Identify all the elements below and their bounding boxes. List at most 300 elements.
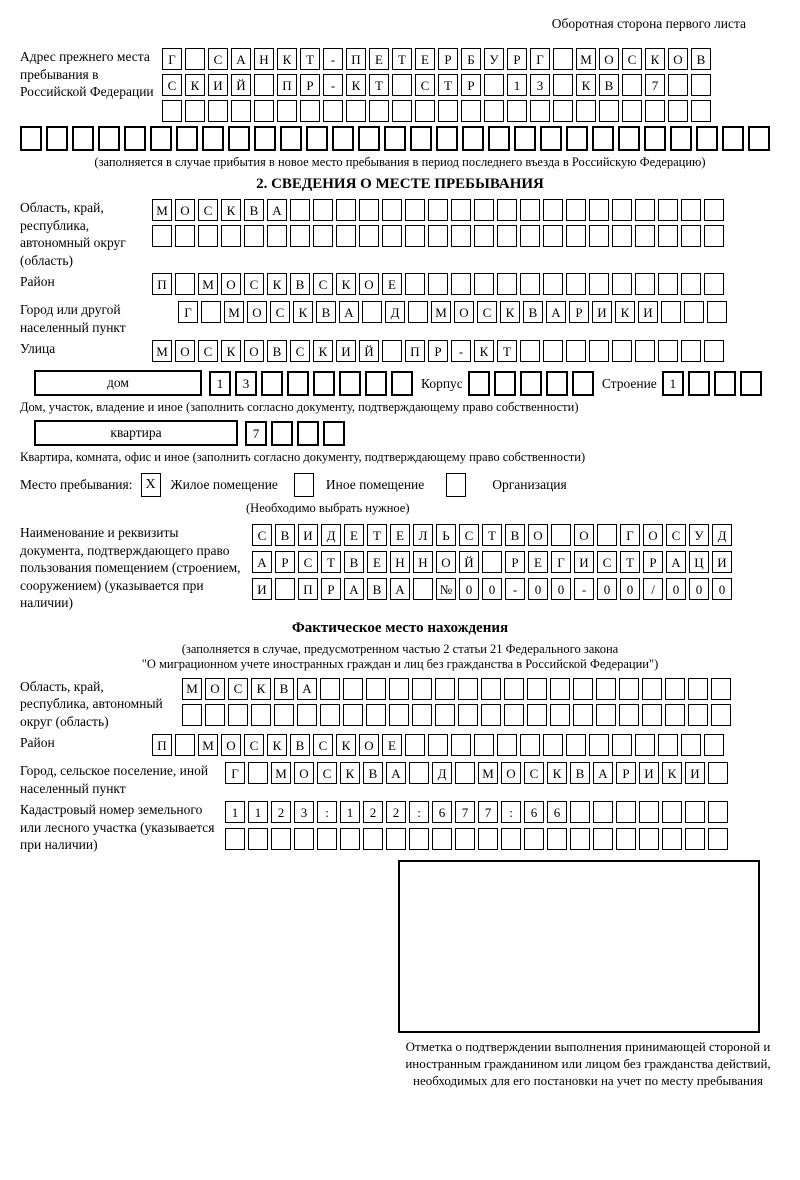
char-box[interactable]: С [317,762,337,784]
char-box[interactable]: М [431,301,451,323]
char-box[interactable]: 2 [271,801,291,823]
char-box[interactable] [389,704,409,726]
char-box[interactable]: А [666,551,686,573]
char-box[interactable] [704,273,724,295]
char-box[interactable] [681,225,701,247]
char-box[interactable]: Й [231,74,251,96]
char-box[interactable]: : [409,801,429,823]
char-box[interactable] [642,678,662,700]
char-box[interactable]: 0 [620,578,640,600]
char-box[interactable] [681,734,701,756]
char-box[interactable] [231,100,251,122]
char-box[interactable] [546,371,568,396]
char-box[interactable]: Н [413,551,433,573]
char-box[interactable]: - [323,48,343,70]
char-box[interactable] [740,371,762,396]
char-box[interactable] [576,100,596,122]
char-box[interactable] [543,225,563,247]
char-box[interactable]: 7 [245,421,267,446]
char-box[interactable] [566,199,586,221]
char-box[interactable] [553,74,573,96]
char-box[interactable] [520,273,540,295]
char-box[interactable]: С [477,301,497,323]
char-box[interactable] [150,126,172,151]
char-box[interactable] [665,678,685,700]
char-box[interactable]: 1 [507,74,527,96]
char-box[interactable] [553,48,573,70]
char-box[interactable] [616,801,636,823]
char-box[interactable] [205,704,225,726]
char-box[interactable] [185,100,205,122]
char-box[interactable]: П [405,340,425,362]
char-box[interactable] [619,678,639,700]
char-box[interactable] [297,704,317,726]
char-box[interactable] [280,126,302,151]
char-box[interactable] [589,340,609,362]
char-box[interactable]: В [523,301,543,323]
char-box[interactable] [340,828,360,850]
char-box[interactable] [294,828,314,850]
char-box[interactable] [658,340,678,362]
char-box[interactable] [593,801,613,823]
char-box[interactable] [497,199,517,221]
char-box[interactable]: 0 [459,578,479,600]
char-box[interactable]: В [290,273,310,295]
char-box[interactable]: М [478,762,498,784]
char-box[interactable] [645,100,665,122]
char-box[interactable] [386,828,406,850]
char-box[interactable] [152,225,172,247]
char-box[interactable] [451,199,471,221]
char-box[interactable] [332,126,354,151]
char-box[interactable]: 3 [530,74,550,96]
char-box[interactable] [405,225,425,247]
char-box[interactable]: И [208,74,228,96]
char-box[interactable] [589,734,609,756]
char-box[interactable] [572,371,594,396]
char-box[interactable] [365,371,387,396]
char-box[interactable] [530,100,550,122]
char-box[interactable] [455,762,475,784]
char-box[interactable]: Д [321,524,341,546]
char-box[interactable] [428,225,448,247]
char-box[interactable] [474,225,494,247]
char-box[interactable] [408,301,428,323]
char-box[interactable]: Т [392,48,412,70]
char-box[interactable] [662,828,682,850]
char-box[interactable]: Т [620,551,640,573]
char-box[interactable] [543,734,563,756]
char-box[interactable]: И [638,301,658,323]
char-box[interactable]: Е [382,734,402,756]
char-box[interactable] [251,704,271,726]
char-box[interactable] [599,100,619,122]
char-box[interactable]: У [689,524,709,546]
char-box[interactable]: 1 [340,801,360,823]
char-box[interactable]: В [274,678,294,700]
char-box[interactable] [451,273,471,295]
char-box[interactable]: О [668,48,688,70]
char-box[interactable]: Р [461,74,481,96]
char-box[interactable] [566,225,586,247]
char-box[interactable] [432,828,452,850]
char-box[interactable] [413,578,433,600]
char-box[interactable]: Е [367,551,387,573]
char-box[interactable] [497,225,517,247]
char-box[interactable]: 1 [662,371,684,396]
char-box[interactable] [248,828,268,850]
char-box[interactable] [681,340,701,362]
char-box[interactable]: А [546,301,566,323]
char-box[interactable] [72,126,94,151]
char-box[interactable]: Е [382,273,402,295]
char-box[interactable] [46,126,68,151]
char-box[interactable] [543,273,563,295]
char-box[interactable] [182,704,202,726]
char-box[interactable] [382,199,402,221]
char-box[interactable]: В [290,734,310,756]
char-box[interactable] [462,126,484,151]
char-box[interactable]: Ц [689,551,709,573]
char-box[interactable] [612,199,632,221]
char-box[interactable] [313,199,333,221]
char-box[interactable]: К [576,74,596,96]
char-box[interactable] [176,126,198,151]
char-box[interactable] [644,126,666,151]
char-box[interactable] [507,100,527,122]
char-box[interactable] [382,340,402,362]
char-box[interactable]: О [574,524,594,546]
char-box[interactable]: Г [551,551,571,573]
char-box[interactable] [504,678,524,700]
char-box[interactable] [684,301,704,323]
char-box[interactable] [254,126,276,151]
char-box[interactable] [622,100,642,122]
char-box[interactable] [708,762,728,784]
char-box[interactable]: К [474,340,494,362]
char-box[interactable]: Д [385,301,405,323]
char-box[interactable]: К [277,48,297,70]
char-box[interactable] [688,704,708,726]
char-box[interactable]: П [277,74,297,96]
char-box[interactable] [622,74,642,96]
char-box[interactable]: С [162,74,182,96]
char-box[interactable] [612,734,632,756]
char-box[interactable]: М [224,301,244,323]
char-box[interactable] [405,199,425,221]
char-box[interactable] [363,828,383,850]
char-box[interactable]: Е [344,524,364,546]
char-box[interactable]: А [593,762,613,784]
char-box[interactable]: К [500,301,520,323]
char-box[interactable]: Е [390,524,410,546]
char-box[interactable] [524,828,544,850]
char-box[interactable] [317,828,337,850]
char-box[interactable]: А [339,301,359,323]
char-box[interactable] [612,340,632,362]
char-box[interactable] [248,762,268,784]
char-box[interactable] [208,100,228,122]
char-box[interactable] [708,828,728,850]
char-box[interactable] [323,100,343,122]
char-box[interactable] [589,225,609,247]
char-box[interactable]: : [501,801,521,823]
char-box[interactable]: Т [300,48,320,70]
char-box[interactable]: - [505,578,525,600]
char-box[interactable]: И [712,551,732,573]
char-box[interactable]: Н [390,551,410,573]
char-box[interactable] [484,100,504,122]
char-box[interactable] [124,126,146,151]
char-box[interactable]: К [267,273,287,295]
char-box[interactable] [297,421,319,446]
char-box[interactable]: Р [438,48,458,70]
char-box[interactable] [458,704,478,726]
char-box[interactable]: П [152,734,172,756]
char-box[interactable]: 0 [482,578,502,600]
char-box[interactable]: С [622,48,642,70]
char-box[interactable] [685,828,705,850]
char-box[interactable] [438,100,458,122]
char-box[interactable]: С [244,734,264,756]
char-box[interactable]: К [313,340,333,362]
char-box[interactable]: В [244,199,264,221]
char-box[interactable] [392,100,412,122]
char-box[interactable] [550,678,570,700]
char-box[interactable] [520,340,540,362]
char-box[interactable] [635,199,655,221]
char-box[interactable]: Р [275,551,295,573]
char-box[interactable] [635,273,655,295]
char-box[interactable] [520,225,540,247]
char-box[interactable] [410,126,432,151]
char-box[interactable] [435,678,455,700]
char-box[interactable]: К [336,273,356,295]
char-box[interactable] [635,734,655,756]
char-box[interactable]: Н [254,48,274,70]
char-box[interactable] [336,199,356,221]
char-box[interactable]: № [436,578,456,600]
char-box[interactable] [228,126,250,151]
char-box[interactable] [553,100,573,122]
char-box[interactable] [597,524,617,546]
char-box[interactable] [323,421,345,446]
char-box[interactable] [300,100,320,122]
char-box[interactable] [658,734,678,756]
char-box[interactable]: П [346,48,366,70]
char-box[interactable]: С [290,340,310,362]
char-box[interactable] [714,371,736,396]
char-box[interactable] [455,828,475,850]
char-box[interactable] [287,371,309,396]
char-box[interactable]: В [505,524,525,546]
char-box[interactable] [391,371,413,396]
char-box[interactable] [435,704,455,726]
char-box[interactable] [566,273,586,295]
char-box[interactable]: С [298,551,318,573]
char-box[interactable] [336,225,356,247]
char-box[interactable] [254,100,274,122]
char-box[interactable]: Е [415,48,435,70]
char-box[interactable]: Р [300,74,320,96]
char-box[interactable]: М [198,734,218,756]
char-box[interactable] [566,126,588,151]
char-box[interactable]: - [323,74,343,96]
char-box[interactable]: О [175,340,195,362]
char-box[interactable]: И [574,551,594,573]
stay-type-checkbox-organization[interactable] [446,473,466,497]
char-box[interactable] [409,762,429,784]
char-box[interactable]: С [415,74,435,96]
char-box[interactable] [162,100,182,122]
char-box[interactable]: К [293,301,313,323]
char-box[interactable] [313,225,333,247]
char-box[interactable]: Ь [436,524,456,546]
char-box[interactable] [543,340,563,362]
char-box[interactable] [596,678,616,700]
char-box[interactable]: 1 [248,801,268,823]
char-box[interactable] [175,734,195,756]
char-box[interactable]: М [182,678,202,700]
char-box[interactable]: М [152,199,172,221]
char-box[interactable] [290,225,310,247]
char-box[interactable] [436,126,458,151]
char-box[interactable]: 0 [528,578,548,600]
char-box[interactable] [566,734,586,756]
char-box[interactable] [277,100,297,122]
char-box[interactable]: Р [507,48,527,70]
char-box[interactable] [384,126,406,151]
char-box[interactable]: Л [413,524,433,546]
char-box[interactable]: В [599,74,619,96]
char-box[interactable] [366,704,386,726]
char-box[interactable]: 2 [363,801,383,823]
char-box[interactable] [225,828,245,850]
char-box[interactable] [306,126,328,151]
char-box[interactable] [570,801,590,823]
char-box[interactable]: Т [369,74,389,96]
char-box[interactable]: В [570,762,590,784]
char-box[interactable]: О [247,301,267,323]
char-box[interactable] [175,225,195,247]
char-box[interactable] [681,199,701,221]
char-box[interactable] [696,126,718,151]
char-box[interactable] [501,828,521,850]
char-box[interactable]: Т [482,524,502,546]
char-box[interactable] [520,371,542,396]
char-box[interactable]: И [336,340,356,362]
char-box[interactable]: С [198,199,218,221]
char-box[interactable]: Г [178,301,198,323]
char-box[interactable] [711,704,731,726]
char-box[interactable] [389,678,409,700]
char-box[interactable] [668,74,688,96]
char-box[interactable] [198,225,218,247]
char-box[interactable]: К [336,734,356,756]
char-box[interactable]: С [524,762,544,784]
char-box[interactable]: Т [497,340,517,362]
char-box[interactable] [639,801,659,823]
char-box[interactable] [668,100,688,122]
char-box[interactable] [221,225,241,247]
char-box[interactable]: К [615,301,635,323]
char-box[interactable]: К [645,48,665,70]
char-box[interactable] [392,74,412,96]
char-box[interactable]: А [386,762,406,784]
char-box[interactable]: 6 [547,801,567,823]
char-box[interactable] [271,421,293,446]
char-box[interactable] [691,74,711,96]
char-box[interactable]: И [639,762,659,784]
char-box[interactable]: Г [530,48,550,70]
char-box[interactable] [346,100,366,122]
char-box[interactable] [244,225,264,247]
char-box[interactable] [618,126,640,151]
char-box[interactable] [274,704,294,726]
char-box[interactable]: 0 [689,578,709,600]
char-box[interactable]: А [297,678,317,700]
char-box[interactable]: Б [461,48,481,70]
char-box[interactable] [550,704,570,726]
char-box[interactable] [362,301,382,323]
char-box[interactable]: 6 [432,801,452,823]
char-box[interactable] [481,704,501,726]
char-box[interactable] [551,524,571,546]
char-box[interactable]: 0 [666,578,686,600]
char-box[interactable]: М [198,273,218,295]
char-box[interactable] [589,273,609,295]
char-box[interactable] [658,225,678,247]
char-box[interactable] [592,126,614,151]
char-box[interactable] [339,371,361,396]
char-box[interactable]: М [152,340,172,362]
char-box[interactable]: О [221,273,241,295]
char-box[interactable]: С [244,273,264,295]
char-box[interactable]: О [643,524,663,546]
char-box[interactable] [635,225,655,247]
char-box[interactable]: О [501,762,521,784]
char-box[interactable] [358,126,380,151]
char-box[interactable] [520,734,540,756]
char-box[interactable] [704,734,724,756]
char-box[interactable]: / [643,578,663,600]
char-box[interactable] [547,828,567,850]
char-box[interactable] [474,734,494,756]
char-box[interactable] [488,126,510,151]
char-box[interactable]: В [344,551,364,573]
char-box[interactable] [175,273,195,295]
char-box[interactable] [612,225,632,247]
char-box[interactable]: Р [643,551,663,573]
char-box[interactable] [261,371,283,396]
char-box[interactable] [639,828,659,850]
char-box[interactable] [670,126,692,151]
char-box[interactable] [748,126,770,151]
char-box[interactable] [405,273,425,295]
char-box[interactable]: К [251,678,271,700]
char-box[interactable] [290,199,310,221]
char-box[interactable] [20,126,42,151]
char-box[interactable]: Д [432,762,452,784]
char-box[interactable] [98,126,120,151]
char-box[interactable] [658,273,678,295]
char-box[interactable]: 6 [524,801,544,823]
char-box[interactable] [570,828,590,850]
char-box[interactable] [540,126,562,151]
char-box[interactable]: Т [438,74,458,96]
char-box[interactable] [359,199,379,221]
char-box[interactable] [520,199,540,221]
